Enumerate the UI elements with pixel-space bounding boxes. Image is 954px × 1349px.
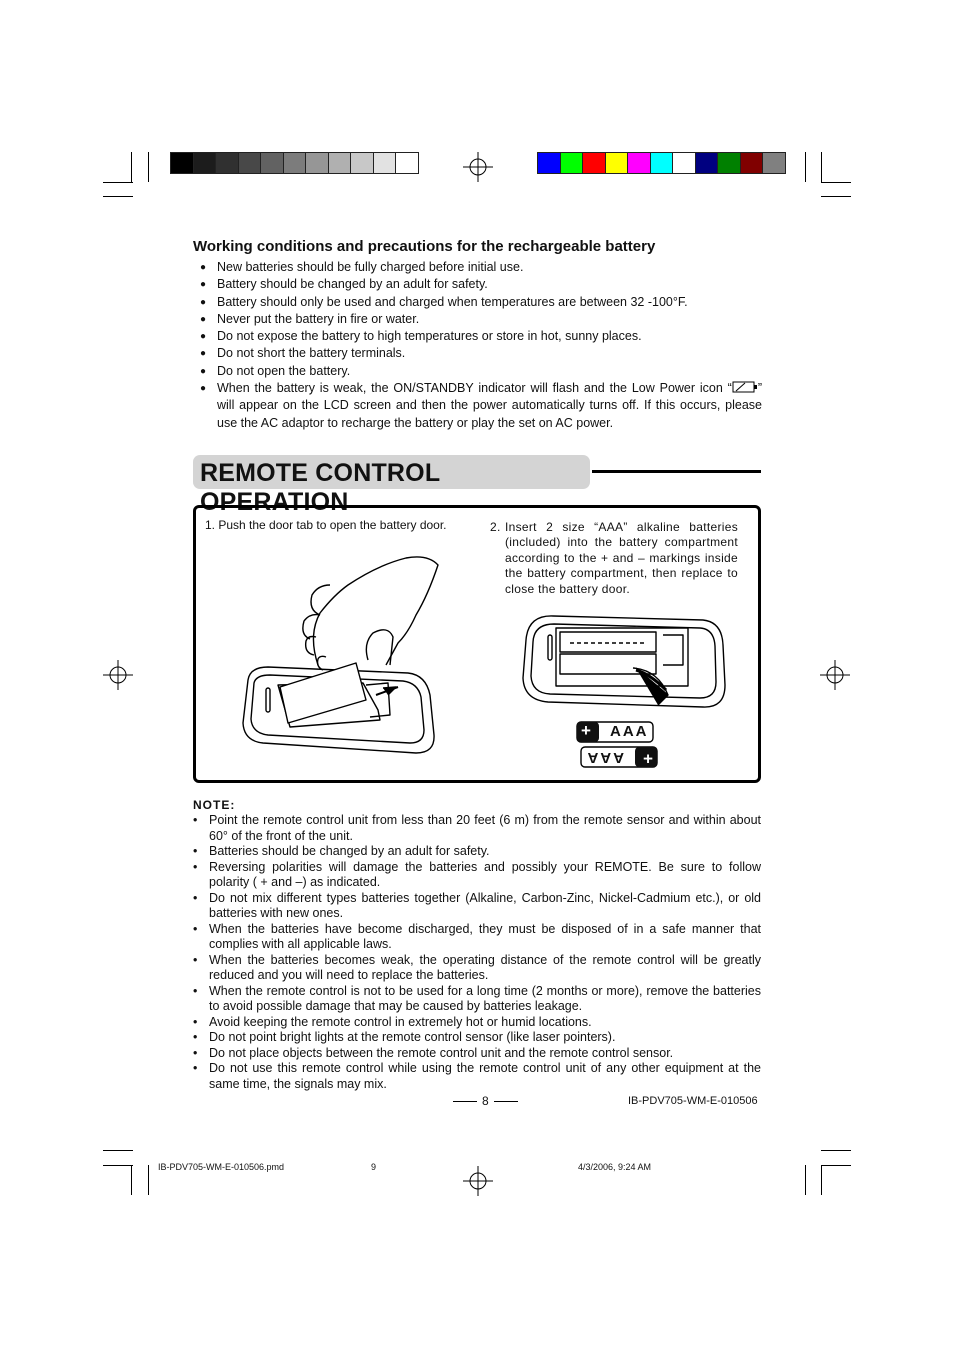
battery-section-title: Working conditions and precautions for the rechargeable battery	[193, 238, 656, 255]
step-2-text: Insert 2 size “AAA” alkaline batteries (included) into the battery compartment according to the + and – markings inside the battery compartment, then replace to close the battery door.	[505, 520, 738, 596]
page-number	[448, 1094, 523, 1108]
color-swatch	[170, 152, 194, 174]
color-swatch	[762, 152, 786, 174]
crop-mark	[805, 152, 806, 182]
battery-aaa-label: AAA	[585, 749, 624, 766]
color-swatch	[395, 152, 419, 174]
list-item: • When the remote control is not to be used for a long time (2 months or more), remove the batteries to avoid possible damage that may be caused by batteries leakage.	[193, 984, 761, 1015]
color-swatch	[328, 152, 352, 174]
crop-mark	[821, 152, 822, 182]
list-item: • Do not point bright lights at the remote control sensor (like laser pointers).	[193, 1030, 761, 1046]
crop-mark	[821, 1165, 822, 1195]
list-item: ● New batteries should be fully charged before initial use.	[200, 259, 762, 276]
color-swatch	[260, 152, 284, 174]
list-item: ● Do not open the battery.	[200, 363, 762, 380]
list-item: • Do not place objects between the remote control unit and the remote control sensor.	[193, 1046, 761, 1062]
crop-mark	[148, 1165, 149, 1195]
print-timestamp: 4/3/2006, 9:24 AM	[578, 1162, 652, 1172]
list-item: • Batteries should be changed by an adult for safety.	[193, 844, 761, 860]
remote-section-banner	[193, 455, 590, 516]
crop-mark	[821, 1165, 851, 1166]
color-swatch	[350, 152, 374, 174]
crop-mark	[805, 1165, 806, 1195]
low-battery-icon	[732, 381, 758, 393]
list-item: • Do not mix different types batteries together (Alkaline, Carbon-Zinc, Nickel-Cadmium etc.), or old batteries with new ones.	[193, 891, 761, 922]
color-swatch	[650, 152, 674, 174]
title-rule	[592, 470, 761, 473]
color-swatch	[672, 152, 696, 174]
document-id: IB-PDV705-WM-E-010506	[628, 1095, 758, 1107]
crop-mark	[821, 1150, 851, 1151]
step-2-number: 2.	[490, 520, 501, 534]
crop-mark	[103, 1165, 133, 1166]
crop-mark	[103, 196, 133, 197]
battery-plus-label: +	[643, 749, 653, 768]
crop-mark	[821, 196, 851, 197]
list-item-text: When the battery is weak, the ON/STANDBY indicator will flash and the Low Power icon “	[217, 381, 732, 396]
list-item: • Do not use this remote control while using the remote control unit of any other equipment at the same time, the signals may mix.	[193, 1061, 761, 1092]
crop-mark	[103, 182, 133, 183]
registration-mark-icon	[820, 660, 850, 690]
battery-plus-label: +	[581, 721, 591, 740]
crop-mark	[148, 152, 149, 182]
list-item-text: ” will appear on the LCD screen and then the power automatically turns off. If this occurs, please use the AC adaptor to recharge the battery or play the set on AC power.	[217, 381, 762, 430]
list-item: • Reversing polarities will damage the batteries and possibly your REMOTE. Be sure to follow polarity ( + and –) as indicated.	[193, 860, 761, 891]
crop-mark	[131, 152, 132, 182]
page-number-text: 8	[482, 1094, 489, 1108]
crop-mark	[131, 1165, 132, 1195]
color-swatch	[627, 152, 651, 174]
registration-mark-icon	[463, 1166, 493, 1196]
color-swatch	[537, 152, 561, 174]
file-name: IB-PDV705-WM-E-010506.pmd	[158, 1162, 285, 1172]
remote-section-title: REMOTE CONTROL OPERATION	[200, 459, 440, 516]
list-item: ● Do not expose the battery to high temperatures or store in hot, sunny places.	[200, 328, 762, 345]
list-item: • Avoid keeping the remote control in extremely hot or humid locations.	[193, 1015, 761, 1031]
registration-mark-icon	[103, 660, 133, 690]
step-2	[490, 520, 738, 597]
color-swatch	[215, 152, 239, 174]
color-swatch	[582, 152, 606, 174]
color-swatch	[717, 152, 741, 174]
color-swatch	[373, 152, 397, 174]
list-item: ● Battery should be changed by an adult for safety.	[200, 276, 762, 293]
color-swatch	[740, 152, 764, 174]
color-swatch	[305, 152, 329, 174]
battery-aaa-label: AAA	[610, 723, 649, 740]
color-swatch	[605, 152, 629, 174]
registration-mark-icon	[463, 152, 493, 182]
battery-precautions-list	[200, 259, 762, 432]
list-item: ● Battery should only be used and charged when temperatures are between 32 -100°F.	[200, 294, 762, 311]
crop-mark	[103, 1150, 133, 1151]
list-item: ● Never put the battery in fire or water.	[200, 311, 762, 328]
color-swatch	[238, 152, 262, 174]
step-1-text: 1. Push the door tab to open the battery door.	[205, 518, 447, 532]
note-heading: NOTE:	[193, 798, 236, 812]
aaa-battery-bottom	[578, 745, 658, 769]
list-item: • When the batteries have become discharged, they must be disposed of in a safe manner that complies with all applicable laws.	[193, 922, 761, 953]
crop-mark	[821, 182, 851, 183]
list-item: • When the batteries becomes weak, the operating distance of the remote control will be greatly reduced and you will need to replace the batteries.	[193, 953, 761, 984]
color-swatch	[560, 152, 584, 174]
aaa-battery-top	[576, 720, 656, 744]
sheet-number: 9	[371, 1162, 377, 1172]
color-swatch	[193, 152, 217, 174]
notes-list	[193, 813, 761, 1092]
list-item: ● Do not short the battery terminals.	[200, 345, 762, 362]
list-item: • Point the remote control unit from less than 20 feet (6 m) from the remote sensor and within about 60° of the front of the unit.	[193, 813, 761, 844]
color-swatch	[283, 152, 307, 174]
list-item	[200, 380, 762, 432]
remote-open-door-illustration	[238, 555, 443, 760]
color-swatch	[695, 152, 719, 174]
